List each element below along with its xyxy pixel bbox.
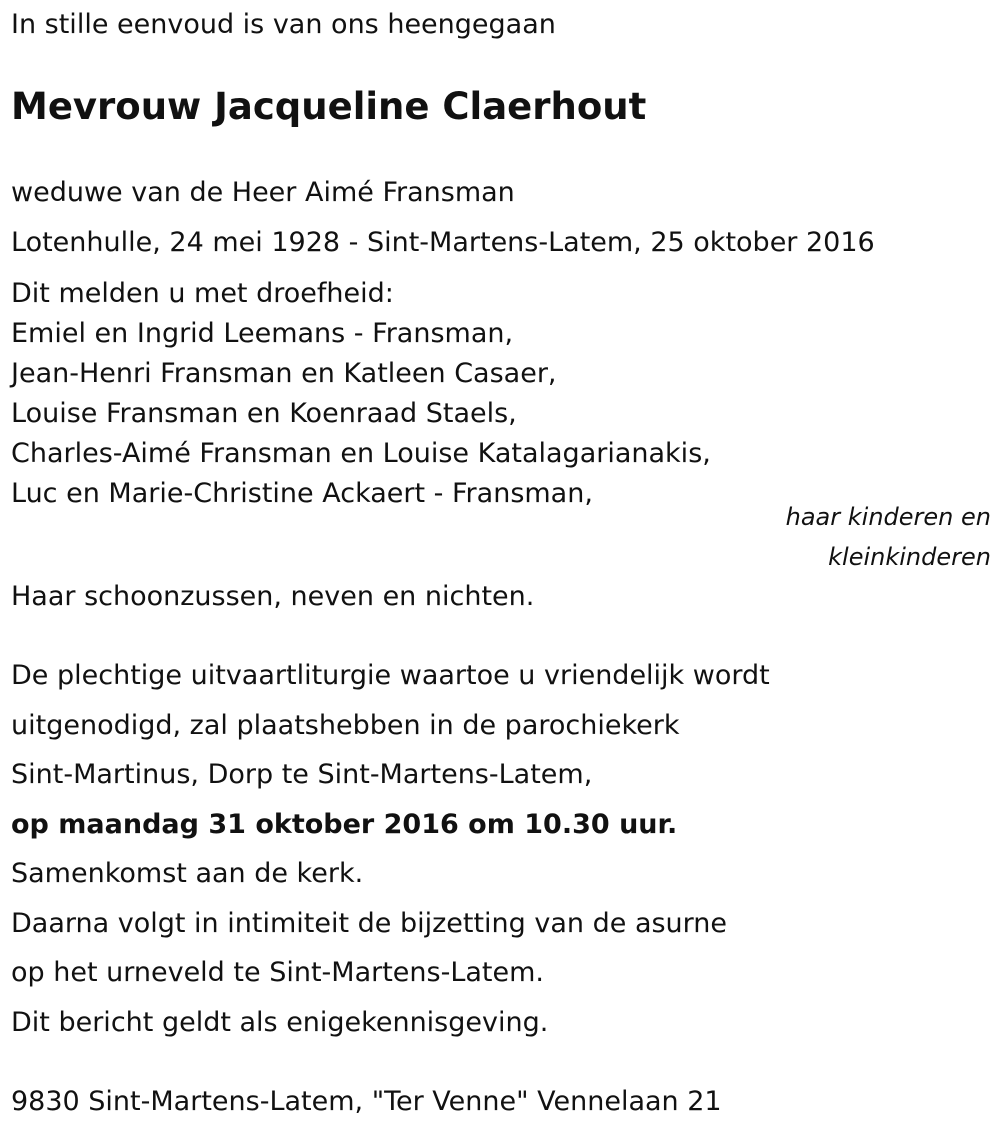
address-text: 9830 Sint-Martens-Latem, "Ter Venne" Vennelaan 21: [11, 1086, 722, 1117]
widow-of-text: weduwe van de Heer Aimé Fransman: [11, 177, 515, 208]
ceremony-line: op het urneveld te Sint-Martens-Latem.: [11, 957, 544, 988]
ceremony-line: uitgenodigd, zal plaatshebben in de parochiekerk: [11, 710, 680, 741]
ceremony-line: Dit bericht geldt als enigekennisgeving.: [11, 1007, 549, 1038]
intro-text: In stille eenvoud is van ons heengegaan: [11, 9, 556, 40]
mourner-line: Louise Fransman en Koenraad Staels,: [11, 398, 517, 429]
ceremony-line: Daarna volgt in intimiteit de bijzetting van de asurne: [11, 908, 728, 939]
relation-line-1: haar kinderen en: [785, 503, 991, 531]
mourner-line: Emiel en Ingrid Leemans - Fransman,: [11, 318, 514, 349]
mourner-line: Charles-Aimé Fransman en Louise Katalagarianakis,: [11, 438, 711, 469]
relation-line-2: kleinkinderen: [828, 543, 991, 571]
ceremony-line: De plechtige uitvaartliturgie waartoe u vriendelijk wordt: [11, 660, 770, 691]
deceased-name: Mevrouw Jacqueline Claerhout: [11, 85, 647, 128]
ceremony-date-time: op maandag 31 oktober 2016 om 10.30 uur.: [11, 809, 678, 840]
mourners-intro: Dit melden u met droefheid:: [11, 278, 394, 309]
mourner-line: Luc en Marie-Christine Ackaert - Fransman,: [11, 478, 593, 509]
birth-death-text: Lotenhulle, 24 mei 1928 - Sint-Martens-Latem, 25 oktober 2016: [11, 227, 875, 258]
ceremony-line: Sint-Martinus, Dorp te Sint-Martens-Latem,: [11, 759, 593, 790]
mourner-line: Jean-Henri Fransman en Katleen Casaer,: [11, 358, 557, 389]
ceremony-line: Samenkomst aan de kerk.: [11, 858, 364, 889]
extended-family-text: Haar schoonzussen, neven en nichten.: [11, 581, 535, 612]
